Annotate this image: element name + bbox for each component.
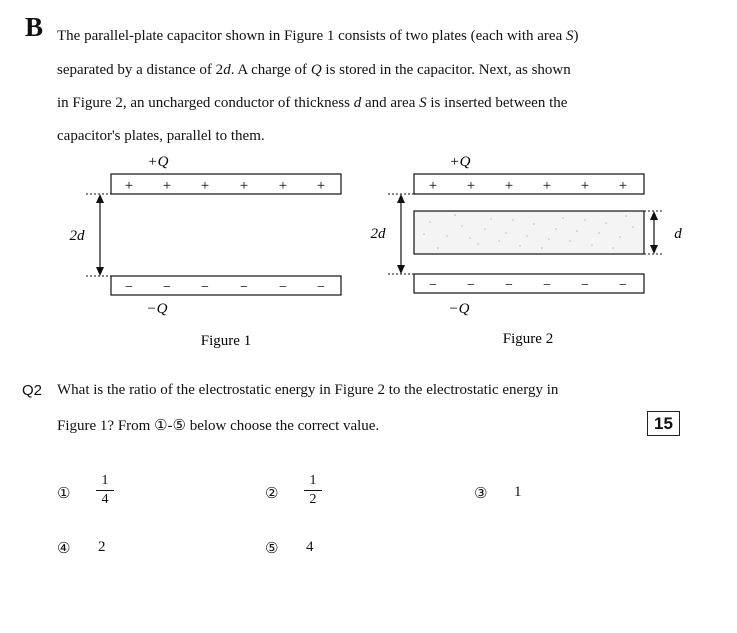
arrow-head-up-icon	[650, 211, 658, 220]
fig1-top-plate	[111, 174, 341, 194]
arrow-head-down-icon	[397, 265, 405, 274]
fig2-top-charge: +Q	[449, 154, 471, 170]
intro-text: is stored in the capacitor. Next, as shown	[321, 62, 571, 78]
plus-sign: +	[466, 178, 476, 194]
plus-sign: +	[316, 178, 326, 194]
fig2-top-plate	[414, 174, 644, 194]
question-label: Q2	[22, 382, 43, 399]
choice-5-value: 4	[306, 539, 314, 555]
plus-sign: +	[428, 178, 438, 194]
denominator: 2	[309, 492, 317, 507]
choice-5-mark: ⑤	[265, 539, 279, 557]
numerator: 1	[309, 473, 317, 488]
fraction-bar	[96, 490, 114, 491]
fig2-caption: Figure 2	[502, 331, 554, 347]
choice-2-mark: ②	[265, 484, 279, 502]
plus-sign: +	[124, 178, 134, 194]
choice-4-value: 2	[98, 539, 106, 555]
answer-number-box: 15	[647, 411, 680, 436]
intro-text: . A charge of	[230, 62, 311, 78]
intro-text: separated by a distance of 2	[57, 62, 224, 78]
question-line-1: What is the ratio of the electrostatic energy in Figure 2 to the electrostatic energy in	[57, 382, 559, 398]
choice-1-mark: ①	[57, 484, 71, 502]
arrow-head-up-icon	[397, 194, 405, 203]
section-letter: B	[25, 12, 44, 42]
fig1-caption: Figure 1	[200, 333, 252, 349]
intro-text: )	[573, 28, 579, 44]
plus-sign: +	[200, 178, 210, 194]
plus-sign: +	[504, 178, 514, 194]
minus-sign: −	[505, 278, 513, 293]
intro-text: is inserted between the	[426, 95, 568, 111]
arrow-head-down-icon	[96, 267, 104, 276]
minus-sign: −	[163, 280, 171, 295]
numerator: 1	[101, 473, 109, 488]
minus-sign: −	[279, 280, 287, 295]
fig1-top-charge: +Q	[147, 154, 169, 170]
denominator: 4	[101, 492, 109, 507]
minus-sign: −	[317, 280, 325, 295]
intro-text: and area	[361, 95, 420, 111]
minus-sign: −	[201, 280, 209, 295]
plus-sign: +	[542, 178, 552, 194]
minus-sign: −	[543, 278, 551, 293]
plus-sign: +	[580, 178, 590, 194]
minus-sign: −	[581, 278, 589, 293]
arrow-head-up-icon	[96, 194, 104, 203]
plus-sign: +	[162, 178, 172, 194]
fig1-bottom-charge: −Q	[146, 301, 168, 317]
plus-sign: +	[618, 178, 628, 194]
plus-sign: +	[239, 178, 249, 194]
choice-3-mark: ③	[474, 484, 488, 502]
thickness-variable: d	[353, 95, 362, 111]
area-variable: S	[566, 28, 574, 44]
minus-sign: −	[125, 280, 133, 295]
fig2-bottom-charge: −Q	[448, 301, 470, 317]
arrow-head-down-icon	[650, 245, 658, 254]
minus-sign: −	[429, 278, 437, 293]
intro-text: The parallel-plate capacitor shown in Figure 1 consists of two plates (each with area	[57, 28, 566, 44]
intro-line-4: capacitor's plates, parallel to them.	[57, 128, 265, 144]
minus-sign: −	[240, 280, 248, 295]
minus-sign: −	[467, 278, 475, 293]
distance-variable: d	[223, 62, 231, 78]
conductor-slab	[414, 211, 644, 254]
choice-4-mark: ④	[57, 539, 71, 557]
choice-3-value: 1	[514, 484, 522, 500]
fig1-gap-label: 2d	[69, 228, 85, 244]
fig1-bottom-plate	[111, 276, 341, 295]
charge-variable: Q	[310, 62, 322, 78]
question-line-2: Figure 1? From ①-⑤ below choose the correct value.	[57, 418, 380, 434]
fig2-thickness-label: d	[674, 226, 682, 242]
intro-text: in Figure 2, an uncharged conductor of thickness	[57, 95, 354, 111]
fig2-gap-label: 2d	[370, 226, 386, 242]
fig2-bottom-plate	[414, 274, 644, 293]
minus-sign: −	[619, 278, 627, 293]
choice-2-fraction	[304, 473, 322, 508]
choice-1-fraction	[96, 473, 114, 508]
fraction-bar	[304, 490, 322, 491]
plus-sign: +	[278, 178, 288, 194]
area-variable: S	[419, 95, 427, 111]
